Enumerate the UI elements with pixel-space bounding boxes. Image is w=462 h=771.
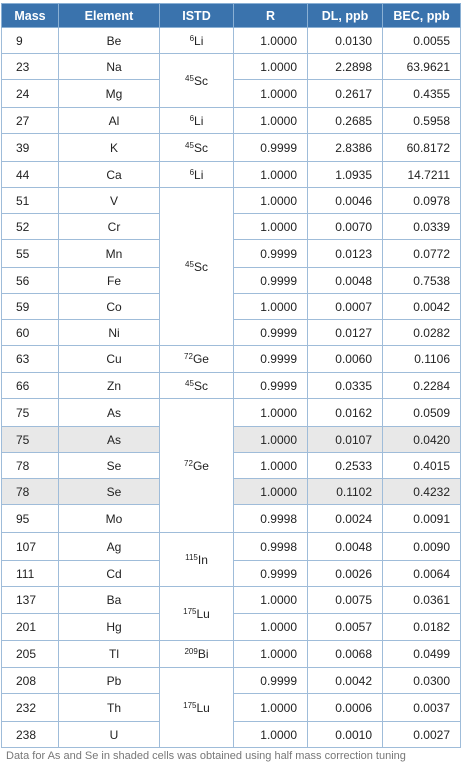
cell-bec: 0.2284 — [383, 373, 461, 399]
cell-element: As — [59, 427, 160, 453]
table-row — [2, 587, 461, 614]
cell-dl: 0.0024 — [308, 505, 383, 533]
cell-bec: 0.0042 — [383, 294, 461, 320]
cell-r: 0.9999 — [234, 240, 308, 268]
cell-mass: 63 — [2, 346, 59, 373]
cell-r: 1.0000 — [234, 427, 308, 453]
table-row — [2, 399, 461, 427]
istd-isotope-mass: 6 — [189, 113, 195, 123]
cell-mass: 75 — [2, 399, 59, 427]
cell-mass: 111 — [2, 561, 59, 587]
cell-element: V — [59, 188, 160, 214]
cell-element: Zn — [59, 373, 160, 399]
cell-istd — [160, 162, 234, 188]
cell-element: Mo — [59, 505, 160, 533]
cell-bec: 0.0090 — [383, 533, 461, 561]
cell-bec: 0.0064 — [383, 561, 461, 587]
istd-isotope-mass: 6 — [189, 167, 195, 177]
cell-r: 0.9999 — [234, 134, 308, 162]
istd-isotope-mass: 115 — [185, 552, 198, 562]
istd-element: Li — [194, 33, 204, 48]
cell-istd — [160, 373, 234, 399]
cell-r: 1.0000 — [234, 614, 308, 641]
cell-r: 1.0000 — [234, 722, 308, 748]
table-header-row — [2, 4, 461, 28]
cell-istd — [160, 399, 234, 533]
cell-r: 1.0000 — [234, 188, 308, 214]
cell-istd — [160, 668, 234, 748]
cell-r: 1.0000 — [234, 479, 308, 505]
cell-bec: 0.5958 — [383, 108, 461, 134]
cell-dl: 0.0123 — [308, 240, 383, 268]
cell-mass: 44 — [2, 162, 59, 188]
cell-element: Ca — [59, 162, 160, 188]
table-row — [2, 108, 461, 134]
cell-bec: 0.0027 — [383, 722, 461, 748]
cell-bec: 0.0282 — [383, 320, 461, 346]
cell-r: 0.9999 — [234, 320, 308, 346]
cell-element: Al — [59, 108, 160, 134]
cell-bec: 0.0182 — [383, 614, 461, 641]
column-header-istd: ISTD — [160, 4, 234, 28]
istd-element: Lu — [196, 606, 210, 621]
cell-dl: 1.0935 — [308, 162, 383, 188]
table-row — [2, 346, 461, 373]
cell-dl: 0.0007 — [308, 294, 383, 320]
column-header-element: Element — [59, 4, 160, 28]
cell-r: 1.0000 — [234, 641, 308, 668]
cell-mass: 137 — [2, 587, 59, 614]
cell-r: 1.0000 — [234, 399, 308, 427]
cell-dl: 0.0130 — [308, 28, 383, 54]
istd-isotope-mass: 175 — [183, 606, 197, 616]
cell-element: Na — [59, 54, 160, 80]
cell-mass: 55 — [2, 240, 59, 268]
cell-istd — [160, 346, 234, 373]
cell-mass: 60 — [2, 320, 59, 346]
cell-mass: 208 — [2, 668, 59, 694]
cell-bec: 0.0361 — [383, 587, 461, 614]
cell-element: Cu — [59, 346, 160, 373]
cell-bec: 0.0300 — [383, 668, 461, 694]
istd-isotope-mass: 45 — [185, 259, 194, 269]
cell-dl: 0.0162 — [308, 399, 383, 427]
cell-dl: 0.2685 — [308, 108, 383, 134]
cell-r: 1.0000 — [234, 453, 308, 479]
cell-mass: 238 — [2, 722, 59, 748]
cell-bec: 0.0339 — [383, 214, 461, 240]
cell-element: Pb — [59, 668, 160, 694]
cell-bec: 0.4355 — [383, 80, 461, 108]
table-row — [2, 641, 461, 668]
cell-dl: 0.0048 — [308, 533, 383, 561]
cell-dl: 0.0070 — [308, 214, 383, 240]
istd-isotope-mass: 72 — [184, 352, 193, 361]
cell-bec: 0.1106 — [383, 346, 461, 373]
cell-dl: 0.0127 — [308, 320, 383, 346]
istd-element: Bi — [197, 647, 209, 661]
cell-mass: 201 — [2, 614, 59, 641]
cell-istd — [160, 188, 234, 346]
istd-element: In — [197, 552, 208, 567]
cell-element: Se — [59, 453, 160, 479]
cell-element: Se — [59, 479, 160, 505]
column-header-bec: BEC, ppb — [383, 4, 461, 28]
cell-r: 0.9999 — [234, 373, 308, 399]
cell-element: Tl — [59, 641, 160, 668]
cell-istd — [160, 28, 234, 54]
cell-r: 1.0000 — [234, 54, 308, 80]
cell-r: 0.9998 — [234, 533, 308, 561]
istd-isotope-mass: 45 — [185, 378, 194, 388]
cell-mass: 52 — [2, 214, 59, 240]
cell-bec: 0.0978 — [383, 188, 461, 214]
istd-isotope-mass: 72 — [184, 458, 193, 468]
cell-dl: 0.0006 — [308, 694, 383, 722]
table-row — [2, 134, 461, 162]
cell-bec: 0.0509 — [383, 399, 461, 427]
cell-dl: 0.0068 — [308, 641, 383, 668]
cell-bec: 60.8172 — [383, 134, 461, 162]
cell-r: 1.0000 — [234, 214, 308, 240]
table-body — [2, 28, 461, 748]
cell-dl: 0.0057 — [308, 614, 383, 641]
istd-isotope-mass: 6 — [189, 33, 195, 43]
cell-dl: 2.8386 — [308, 134, 383, 162]
cell-r: 0.9999 — [234, 561, 308, 587]
cell-element: Cd — [59, 561, 160, 587]
cell-element: Fe — [59, 268, 160, 294]
cell-dl: 0.0107 — [308, 427, 383, 453]
cell-element: Be — [59, 28, 160, 54]
cell-dl: 0.0026 — [308, 561, 383, 587]
column-header-dl: DL, ppb — [308, 4, 383, 28]
cell-mass: 95 — [2, 505, 59, 533]
cell-mass: 24 — [2, 80, 59, 108]
cell-mass: 56 — [2, 268, 59, 294]
istd-element: Li — [194, 113, 204, 128]
cell-dl: 0.0046 — [308, 188, 383, 214]
cell-bec: 0.7538 — [383, 268, 461, 294]
cell-mass: 9 — [2, 28, 59, 54]
cell-bec: 0.0055 — [383, 28, 461, 54]
cell-bec: 0.0772 — [383, 240, 461, 268]
cell-istd — [160, 587, 234, 641]
cell-bec: 0.0037 — [383, 694, 461, 722]
cell-element: Co — [59, 294, 160, 320]
istd-isotope-mass: 209 — [184, 647, 198, 656]
istd-element: Sc — [193, 259, 208, 274]
table-row — [2, 188, 461, 214]
cell-r: 1.0000 — [234, 162, 308, 188]
cell-r: 1.0000 — [234, 294, 308, 320]
cell-r: 0.9999 — [234, 668, 308, 694]
cell-element: Mg — [59, 80, 160, 108]
cell-element: Cr — [59, 214, 160, 240]
cell-mass: 59 — [2, 294, 59, 320]
column-header-r: R — [234, 4, 308, 28]
istd-isotope-mass: 175 — [183, 700, 197, 710]
table-row — [2, 162, 461, 188]
cell-r: 1.0000 — [234, 80, 308, 108]
cell-r: 1.0000 — [234, 694, 308, 722]
cell-bec: 14.7211 — [383, 162, 461, 188]
column-header-mass: Mass — [2, 4, 59, 28]
istd-element: Sc — [193, 140, 208, 155]
cell-element: Hg — [59, 614, 160, 641]
cell-mass: 78 — [2, 479, 59, 505]
cell-mass: 75 — [2, 427, 59, 453]
cell-istd — [160, 134, 234, 162]
cell-dl: 0.0335 — [308, 373, 383, 399]
cell-mass: 205 — [2, 641, 59, 668]
cell-mass: 66 — [2, 373, 59, 399]
istd-isotope-mass: 45 — [185, 73, 194, 83]
cell-element: As — [59, 399, 160, 427]
cell-mass: 107 — [2, 533, 59, 561]
cell-bec: 0.4232 — [383, 479, 461, 505]
cell-dl: 0.0048 — [308, 268, 383, 294]
cell-dl: 0.2533 — [308, 453, 383, 479]
cell-element: Ag — [59, 533, 160, 561]
table-row — [2, 533, 461, 561]
cell-mass: 39 — [2, 134, 59, 162]
istd-element: Ge — [192, 352, 209, 366]
cell-mass: 23 — [2, 54, 59, 80]
cell-element: Ni — [59, 320, 160, 346]
results-table — [1, 3, 461, 748]
cell-dl: 0.0075 — [308, 587, 383, 614]
cell-dl: 2.2898 — [308, 54, 383, 80]
istd-element: Ge — [192, 458, 209, 473]
cell-dl: 0.0010 — [308, 722, 383, 748]
cell-element: K — [59, 134, 160, 162]
cell-istd — [160, 641, 234, 668]
cell-r: 0.9998 — [234, 505, 308, 533]
cell-bec: 0.0420 — [383, 427, 461, 453]
istd-element: Lu — [196, 700, 210, 715]
footnote: Data for As and Se in shaded cells was obtained using half mass correction tuning — [6, 750, 406, 762]
cell-mass: 232 — [2, 694, 59, 722]
cell-element: Ba — [59, 587, 160, 614]
cell-element: U — [59, 722, 160, 748]
istd-element: Sc — [193, 73, 208, 88]
cell-element: Th — [59, 694, 160, 722]
table-row — [2, 373, 461, 399]
cell-istd — [160, 108, 234, 134]
cell-bec: 0.0091 — [383, 505, 461, 533]
istd-element: Sc — [193, 378, 208, 393]
cell-bec: 63.9621 — [383, 54, 461, 80]
cell-bec: 0.4015 — [383, 453, 461, 479]
cell-element: Mn — [59, 240, 160, 268]
cell-r: 1.0000 — [234, 28, 308, 54]
cell-r: 0.9999 — [234, 346, 308, 373]
cell-dl: 0.0042 — [308, 668, 383, 694]
cell-dl: 0.0060 — [308, 346, 383, 373]
cell-dl: 0.2617 — [308, 80, 383, 108]
istd-element: Li — [194, 167, 204, 182]
istd-isotope-mass: 45 — [185, 140, 194, 150]
table-row — [2, 54, 461, 80]
cell-mass: 27 — [2, 108, 59, 134]
cell-r: 1.0000 — [234, 587, 308, 614]
cell-dl: 0.1102 — [308, 479, 383, 505]
table-row — [2, 28, 461, 54]
cell-mass: 78 — [2, 453, 59, 479]
cell-r: 1.0000 — [234, 108, 308, 134]
cell-istd — [160, 533, 234, 587]
cell-r: 0.9999 — [234, 268, 308, 294]
cell-bec: 0.0499 — [383, 641, 461, 668]
table-row — [2, 668, 461, 694]
cell-mass: 51 — [2, 188, 59, 214]
cell-istd — [160, 54, 234, 108]
